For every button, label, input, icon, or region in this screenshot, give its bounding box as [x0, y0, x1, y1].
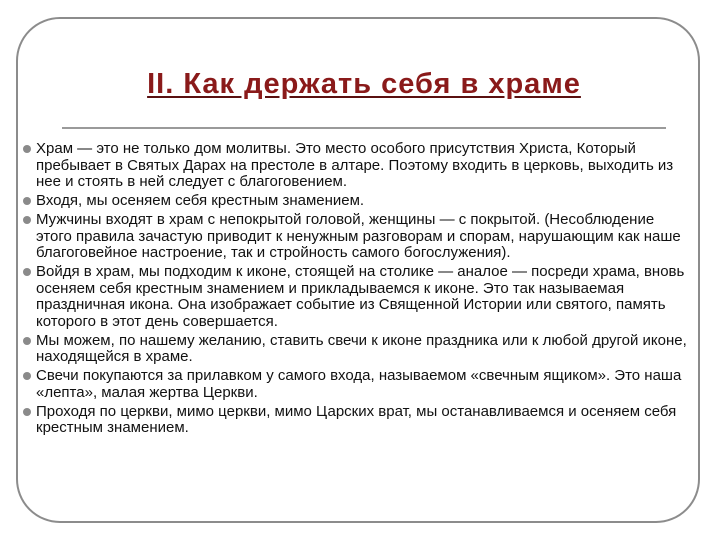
bullet-text: Свечи покупаются за прилавком у самого входа, называемом «свечным ящиком». Это наша «лепта», малая жертва Церкви.: [36, 367, 682, 401]
bullet-text: Входя, мы осеняем себя крестным знамением.: [36, 192, 365, 210]
bullet-dot-icon: [23, 372, 31, 380]
bullet-dot-icon: [23, 408, 31, 416]
bullet-text: Мужчины входят в храм с непокрытой головой, женщины — с покрытой. (Несоблюдение этого правила зачастую приводит к ненужным разговорам и спорам, нарушающим как наше благоговейное настроение, так и стройность самого богослужения).: [36, 210, 681, 262]
bullet-dot-icon: [23, 145, 31, 153]
bullet-item-6: [22, 368, 694, 401]
bullet-item-1: [22, 141, 694, 191]
bullet-item-3: [22, 212, 694, 262]
bullet-dot-icon: [23, 268, 31, 276]
bullet-list: [22, 141, 694, 439]
bullet-item-2: [22, 193, 694, 210]
title-divider: [62, 127, 666, 129]
bullet-item-4: [22, 264, 694, 331]
bullet-item-5: [22, 333, 694, 366]
bullet-text: Мы можем, по нашему желанию, ставить свечи к иконе праздника или к любой другой иконе, находящейся в храме.: [36, 331, 687, 366]
bullet-text: Проходя по церкви, мимо церкви, мимо Царских врат, мы останавливаемся и осеняем себя крестным знамением.: [36, 402, 677, 437]
bullet-dot-icon: [23, 337, 31, 345]
bullet-dot-icon: [23, 216, 31, 224]
bullet-dot-icon: [23, 197, 31, 205]
slide-title: II. Как держать себя в храме: [147, 68, 581, 100]
bullet-item-7: [22, 404, 694, 437]
bullet-text: Храм — это не только дом молитвы. Это место особого присутствия Христа, Который пребывает в Святых Дарах на престоле в алтаре. Поэтому входить в церковь, выходить из нее и стоять в ней следует с благоговением.: [36, 140, 674, 191]
bullet-text: Войдя в храм, мы подходим к иконе, стоящей на столике — аналое — посреди храма, вновь осеняем себя крестным знамением и прикладываемся к иконе. Это так называемая праздничная икона. Она изображает событие из Священной Истории или святого, память которого в этот день совершается.: [36, 262, 685, 331]
